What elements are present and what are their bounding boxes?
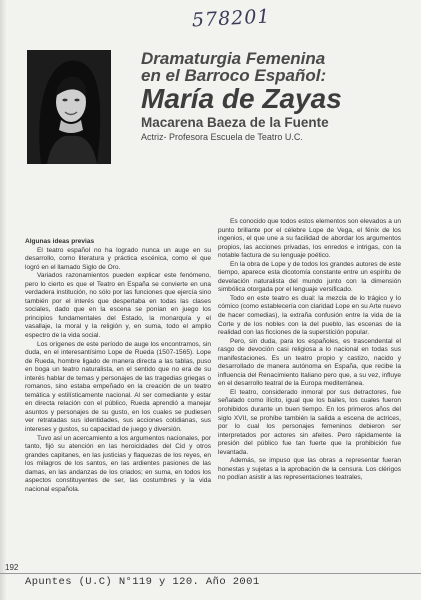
page-binding-edge (0, 0, 6, 600)
paragraph: Es conocido que todos estos elementos son elevados a un punto brillante por el célebre Lope de Vega, el fénix de los ingenios, el que une a su facilidad de abordar los argumentos propios, las acciones privadas, los enredos e intrigas, con la notable factura de su lenguaje poético. (218, 218, 401, 260)
title-line-1: Dramaturgia Femenina (141, 49, 326, 68)
section-heading: Algunas ideas previas (25, 238, 95, 245)
paragraph: Los orígenes de este período de auge los encontramos, sin duda, en el interesantísimo Lope de Rueda (1507-1565). Lope de Rueda, hombre ligado de manera directa a las tablas, puso en boga un teatro naturalista, en el sentido que no era de su interés hablar de temas y personajes de las tragedias griegas o romanos, sino estaba empeñado en la creación de un teatro temática y estilísticamente nacional. Al ser comediante y estar en directa relación con el público, Rueda aprendió a manejar asuntos y personajes de su gusto, en los cuales se pudiesen ver retratadas sus identidades, sus acciones cotidianas, sus intereses y gustos, su capacidad de juego y diversión. (25, 340, 211, 434)
title-main: María de Zayas (141, 83, 342, 114)
left-column (25, 238, 211, 494)
title-line-2: en el Barroco Español: (141, 66, 327, 85)
article-title-block (141, 50, 411, 114)
paragraph: El teatro español no ha logrado nunca un auge en su desarrollo, como literatura y práctica escénica, como el que logró en el llamado Siglo de Oro. (25, 246, 211, 271)
author-photo (27, 50, 111, 164)
paragraph: Variados razonamientos pueden explicar este fenómeno, pero lo cierto es que el Teatro en España se convierte en una verdadera institución, no sólo por las funciones que ejercía sino también por el interés que despertaba en todas las clases sociales, dado que en la escena se ponían en juego los principios fundamentales del Estado, la monarquía y el vasallaje, la moral y la religión y, en suma, todo el amplio espectro de la vida social. (25, 272, 211, 340)
paragraph: El teatro, considerado inmoral por sus detractores, fue señalado como ilícito, igual que los bailes, los cuales fueron prohibidos durante un buen tiempo. En los primeros años del siglo XVII, se prohíbe también la salida a escena de actrices, por lo cual los personajes femeninos debieron ser interpretados por actores sin afeites. Pero rápidamente la presión del público fue tan fuerte que la prohibición fue levantada. (218, 388, 401, 456)
footer-rule (0, 573, 421, 574)
right-column (218, 218, 401, 483)
paragraph: Todo en este teatro es dual: la mezcla de lo trágico y lo cómico (como establecería con claridad Lope en su Arte nuevo de hacer comedias), la extraña confusión entre la vida de la Corte y de los nobles con la del pueblo, las escenas de la realidad con las ficciones de la superstición popular. (218, 294, 401, 337)
author-affiliation: Actriz- Profesora Escuela de Teatro U.C. (141, 132, 303, 142)
paragraph: Además, se impuso que las obras a representar fueran honestas y sujetas a la aprobación de la censura. Los clérigos no podían asistir a las representaciones teatrales, (218, 457, 401, 482)
paragraph: Pero, sin duda, para los españoles, es trascendental el rasgo de devoción casi religiosa a lo nacional en todas sus manifestaciones. Es un teatro propio y castizo, nacido y desarrollado de manera autónoma en España, que recibe la influencia del Renacimiento Italiano pero que, a su vez, influye en el desarrollo teatral de la Europa mediterránea. (218, 337, 401, 388)
page-number: 192 (5, 563, 19, 572)
paragraph: Tuvo así un acercamiento a los argumentos nacionales, por tanto, fijó su atención en las heroicidades del Cid y otros grandes capitanes, en las justicias y flaquezas de los reyes, en los milagros de los santos, en las ardientes pasiones de las damas, en las andanzas de los criados; en suma, en todos los aspectos constituyentes de ser, las costumbres y la vida nacional española. (25, 434, 211, 493)
journal-footer: Apuntes (U.C) N°119 y 120. Año 2001 (25, 576, 260, 588)
catalog-stamp: 578201 (191, 5, 271, 32)
paragraph: En la obra de Lope y de todos los grandes autores de este tiempo, aparece esta dicotomía constante entre un espíritu de develación naturalista del mundo junto con la dimensión simbólica otorgada por el lenguaje versificado. (218, 260, 401, 294)
author-name: Macarena Baeza de la Fuente (141, 115, 329, 130)
